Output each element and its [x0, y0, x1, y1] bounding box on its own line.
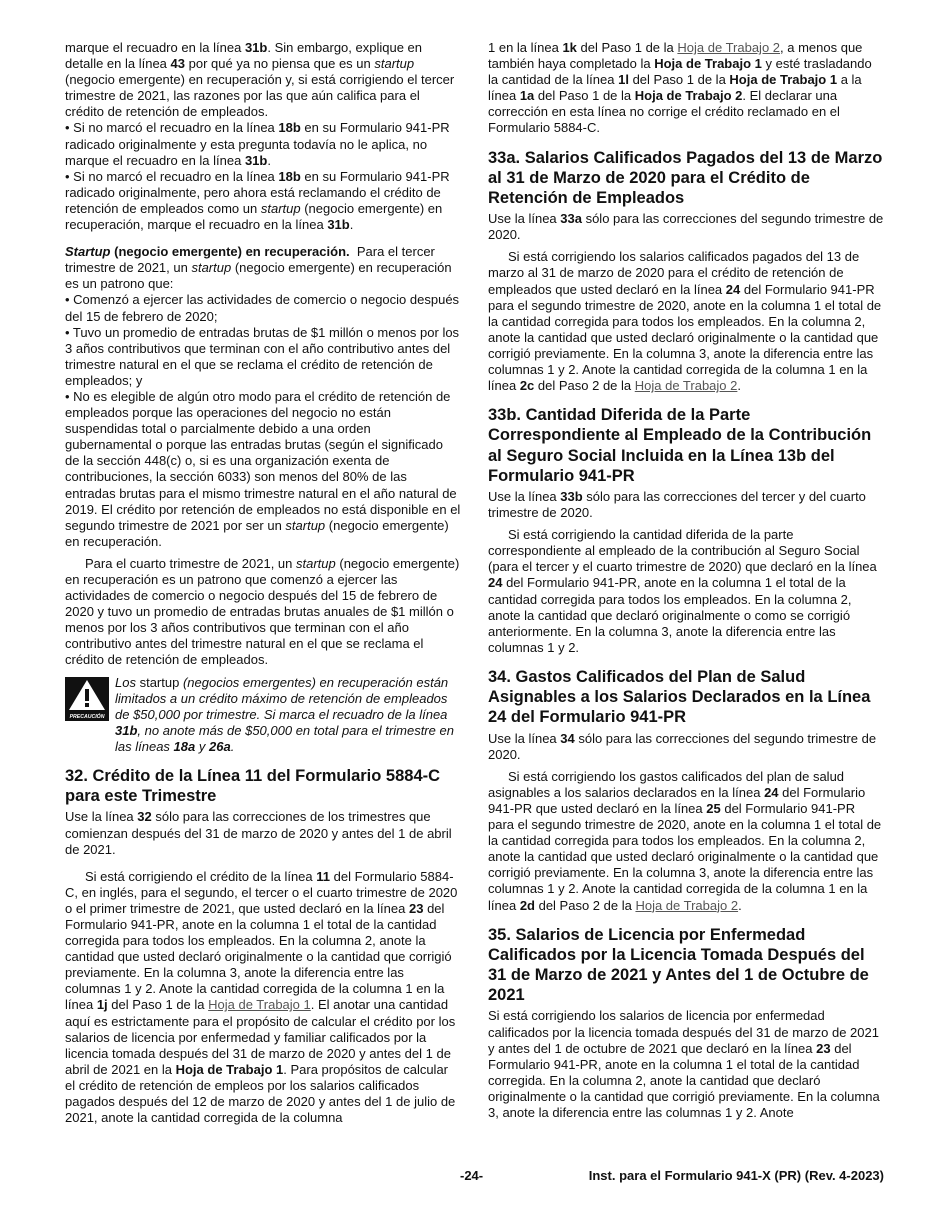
section-33b-title: 33b. Cantidad Diferida de la Parte Correspondiente al Empleado de la Contribución al Seguro Social Incluida en la Línea 13b del Formulario 941-PR	[488, 406, 872, 485]
caution-text: Los startup (negocios emergentes) en recuperación están limitados a un crédito máximo de retención de empleados de $50,000 por trimestre. Si marca el recuadro de la línea 31b, no anote más de $50,000 en total para el trimestre en las líneas 18a y 26a.	[115, 674, 454, 754]
bullet-item: • Si no marcó el recuadro en la línea 18b en su Formulario 941-PR radicado originalmente, pero ahora está reclamando el crédito de retención de empleados como un startup (negocio emergente) en recuperación, marque el recuadro en la línea 31b.	[65, 168, 450, 233]
paragraph: Use la línea 32 sólo para las correcciones de los trimestres que comienzan después del 31 de marzo de 2020 y antes del 1 de abril de 2021.	[65, 809, 452, 857]
page-number: -24-	[460, 1168, 484, 1183]
section-35-title: 35. Salarios de Licencia por Enfermedad Calificados por la Licencia Tomada Después del 31 de Marzo de 2021 y Antes del 1 de Octubre de 2021	[488, 925, 869, 1005]
paragraph: Use la línea 33a sólo para las correcciones del segundo trimestre de 2020.	[488, 211, 884, 243]
right-column	[488, 40, 884, 1121]
paragraph: Use la línea 33b sólo para las correcciones del tercer y del cuarto trimestre de 2020.	[488, 489, 866, 521]
bullet-item: • Comenzó a ejercer las actividades de comercio o negocio después del 15 de febrero de 2020;	[65, 292, 460, 324]
section-33a-title: 33a. Salarios Calificados Pagados del 13 de Marzo al 31 de Marzo de 2020 para el Crédito de Retención de Empleados	[488, 148, 883, 207]
startup-definition: Startup (negocio emergente) en recuperación. Para el tercer trimestre de 2021, un startup (negocio emergente) en recuperación es un patrono que:	[65, 244, 452, 292]
caution-note	[65, 675, 461, 755]
paragraph: Si está corrigiendo el crédito de la línea 11 del Formulario 5884-C, en inglés, para el segundo, el tercer o el cuarto trimestre de 2020 o el primer trimestre de 2021, que usted declaró en la línea 23 del Formulario 941-PR, anote en la columna 1 el total de la cantidad corregida para todos los empleados. En la columna 2, anote la cantidad que usted declaró originalmente o la cantidad que corrigió previamente. En la columna 3, anote la diferencia entre las columnas 1 y 2. Anote la cantidad corregida de la columna 1 en la línea 1j del Paso 1 de la Hoja de Trabajo 1. El anotar una cantidad aquí es estrictamente para el propósito de calcular el crédito por los salarios de licencia por enfermedad y familiar calificados por la licencia tomada después del 31 de marzo de 2020 y antes del 1 de abril de 2021 en la Hoja de Trabajo 1. Para propósitos de calcular el crédito de retención de empleos por los salarios calificados pagados después del 12 de marzo de 2020 y antes del 1 de julio de 2021, anote la cantidad corregida de la columna	[65, 868, 458, 1126]
paragraph: Si está corrigiendo los gastos calificados del plan de salud asignables a los salarios declarados en la línea 24 del Formulario 941-PR que usted declaró en la línea 25 del Formulario 941-PR para el segundo trimestre de 2020, anote en la columna 1 el total de la cantidad corregida para todos los empleados. En la columna 2, anote la cantidad que usted declaró originalmente o la cantidad que corrigió previamente. En la columna 3, anote la diferencia entre las columnas 1 y 2. Anote la cantidad corregida de la columna 1 en la línea 2d del Paso 2 de la Hoja de Trabajo 2.	[488, 768, 882, 913]
paragraph: marque el recuadro en la línea 31b. Sin embargo, explique en detalle en la línea 43 por qué ya no piensa que es un startup (negocio emergente) en recuperación y, si está corrigiendo el tercer trimestre de 2021, las razones por las que aún califica para el crédito de retención de empleados.	[65, 40, 455, 120]
section-32-title: 32. Crédito de la Línea 11 del Formulario 5884-C para este Trimestre	[65, 767, 441, 806]
bullet-item: • Si no marcó el recuadro en la línea 18b en su Formulario 941-PR radicado originalmente y esta pregunta todavía no le aplica, no marque el recuadro en la línea 31b.	[65, 120, 450, 168]
section-34-title: 34. Gastos Calificados del Plan de Salud Asignables a los Salarios Declarados en la Línea 24 del Formulario 941-PR	[488, 667, 871, 727]
paragraph: Si está corrigiendo los salarios de licencia por enfermedad calificados por la licencia tomada después del 31 de marzo de 2021 y antes del 1 de octubre de 2021 que declaró en la línea 23 del Formulario 941-PR, anote en la columna 1 el total de la cantidad corregida. En la columna 2, anote la cantidad que declaró originalmente o la cantidad que corrigió previamente. En la columna 3, anote la diferencia entre las columnas 1 y 2. Anote	[488, 1008, 880, 1120]
document-title: Inst. para el Formulario 941-X (PR) (Rev. 4-2023)	[588, 1168, 884, 1183]
paragraph: 1 en la línea 1k del Paso 1 de la Hoja de Trabajo 2, a menos que también haya completado la Hoja de Trabajo 1 y esté trasladando la cantidad de la línea 1l del Paso 1 de la Hoja de Trabajo 1 a la línea 1a del Paso 1 de la Hoja de Trabajo 2. El declarar una corrección en esta línea no corrige el crédito reclamado en el Formulario 5884-C.	[488, 40, 872, 136]
paragraph: Si está corrigiendo los salarios calificados pagados del 13 de marzo al 31 de marzo de 2020 para el crédito de retención de empleados que usted declaró en la línea 24 del Formulario 941-PR para el segundo trimestre de 2020, anote en la columna 1 el total de la cantidad corregida para todos los empleados. En la columna 2, anote la cantidad que usted declaró originalmente o la cantidad que corrigió previamente. En la columna 3, anote la diferencia entre las columnas 1 y 2. Anote la cantidad corregida de la columna 1 en la línea 2c del Paso 2 de la Hoja de Trabajo 2.	[488, 249, 882, 394]
paragraph: Para el cuarto trimestre de 2021, un startup (negocio emergente) en recuperación es un patrono que comenzó a ejercer las actividades de comercio o negocio después del 15 de febrero de 2020 y tuvo un promedio de entradas brutas anuales de $1 millón o menos por los 3 años contributivos que terminan con el año contributivo antes del trimestre natural en el que se reclama el crédito de retención de empleados.	[65, 555, 460, 668]
left-column	[65, 40, 461, 1126]
bullet-item: • No es elegible de algún otro modo para el crédito de retención de empleados porque las operaciones del negocio no están suspendidas total o parcialmente debido a una orden gubernamental o porque las entradas brutas (según el significado de la sección 448(c) o, si es una organización exenta de contribuciones, la sección 6033) son menos del 80% de las entradas brutas para el mismo trimestre natural en el año natural de 2019. El crédito por retención de empleados no está disponible en el segundo trimestre de 2021 por ser un startup (negocio emergente) en recuperación.	[65, 388, 461, 549]
bullet-item: • Tuvo un promedio de entradas brutas de $1 millón o menos por los 3 años contributivos que terminan con el año contributivo antes del trimestre natural en el que se reclama el crédito de retención de empleados; y	[65, 324, 460, 388]
caution-icon-label: PRECAUCIÓN	[69, 713, 105, 720]
paragraph: Use la línea 34 sólo para las correcciones del segundo trimestre de 2020.	[488, 730, 877, 762]
paragraph: Si está corrigiendo la cantidad diferida de la parte correspondiente al empleado de la contribución al Seguro Social (para el tercer y el cuarto trimestre de 2020) que declaró en la línea 24 del Formulario 941-PR, anote en la columna 1 el total de la cantidad corregida para todos los empleados. En la columna 2, anote la cantidad que declaró originalmente o como se corrigió anteriormente. En la columna 3, anote la diferencia entre las columnas 1 y 2.	[488, 527, 877, 655]
caution-icon	[65, 677, 109, 721]
